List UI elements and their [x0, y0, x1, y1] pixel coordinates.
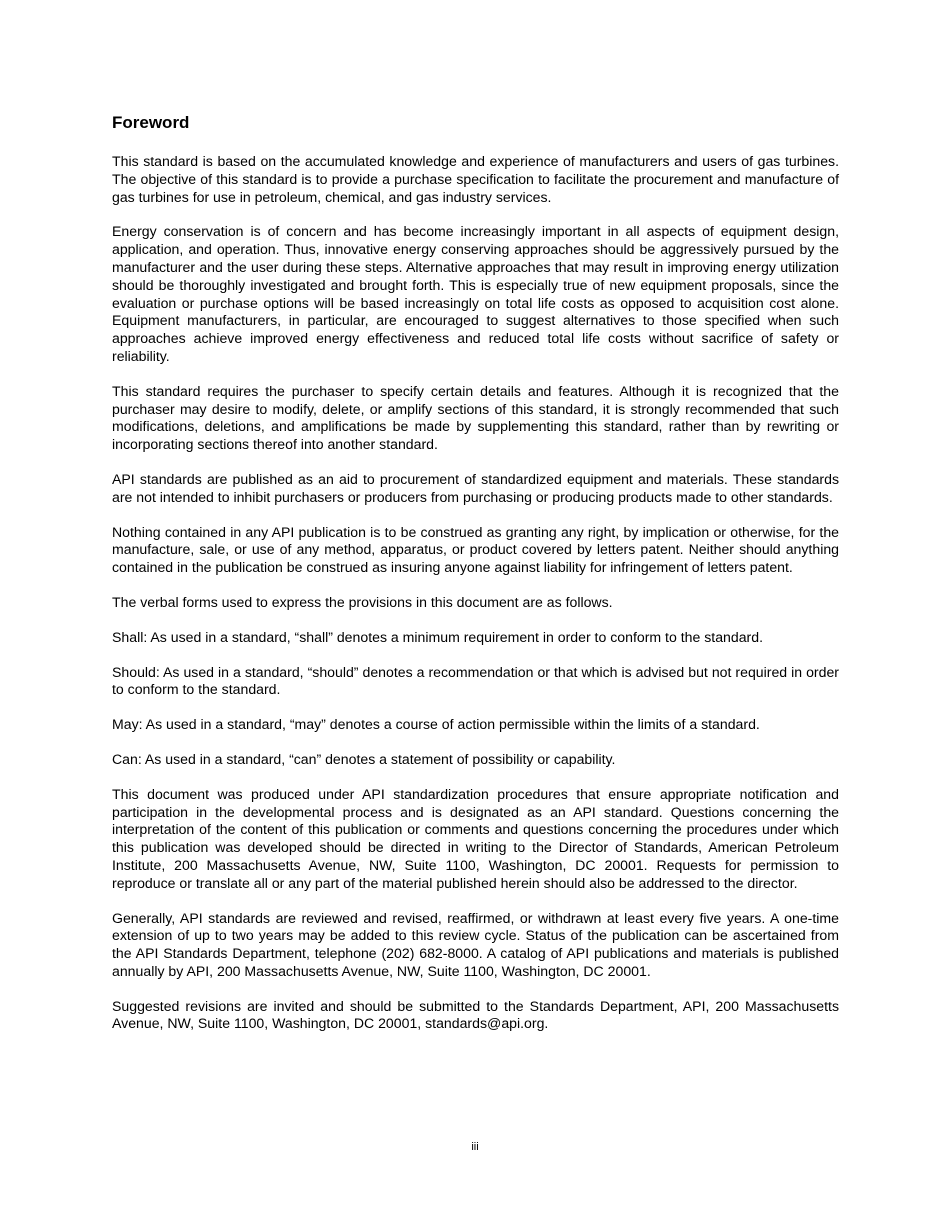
paragraph-energy-conservation: Energy conservation is of concern and has become increasingly important in all aspects of equipment design, application, and operation. Thus, innovative energy conserving approaches should be aggressively pursued by the manufacturer and the user during these steps. Alternative approaches that may result in improving energy utilization should be thoroughly investigated and brought forth. This is especially true of new equipment proposals, since the evaluation or purchase options will be based increasingly on total life costs as opposed to acquisition cost alone. Equipment manufacturers, in particular, are encouraged to suggest alternatives to those specified when such approaches achieve improved energy effectiveness and reduced total life costs without sacrifice of safety or reliability. [112, 223, 839, 364]
paragraph-may: May: As used in a standard, “may” denotes a course of action permissible within the limits of a standard. [112, 716, 760, 733]
paragraph-shall: Shall: As used in a standard, “shall” denotes a minimum requirement in order to conform to the standard. [112, 628, 763, 645]
paragraph-letters-patent: Nothing contained in any API publication is to be construed as granting any right, by implication or otherwise, for the manufacture, sale, or use of any method, apparatus, or product covered by letters patent. Neither should anything contained in the publication be construed as insuring anyone against liability for infringement of letters patent. [112, 523, 839, 576]
paragraph-verbal-forms: The verbal forms used to express the provisions in this document are as follows. [112, 593, 613, 610]
paragraph-basis: This standard is based on the accumulated knowledge and experience of manufacturers and users of gas turbines. The objective of this standard is to provide a purchase specification to facilitate the procurement and manufacture of gas turbines for use in petroleum, chemical, and gas industry services. [112, 153, 839, 205]
paragraph-review-cycle: Generally, API standards are reviewed and revised, reaffirmed, or withdrawn at least every five years. A one-time extension of up to two years may be added to this review cycle. Status of the publication can be ascertained from the API Standards Department, telephone (202) 682-8000. A catalog of API publications and materials is published annually by API, 200 Massachusetts Avenue, NW, Suite 1100, Washington, DC 20001. [112, 909, 839, 979]
paragraph-should: Should: As used in a standard, “should” denotes a recommendation or that which is advised but not required in order to conform to the standard. [112, 663, 839, 698]
paragraph-purchaser-details: This standard requires the purchaser to specify certain details and features. Although it is recognized that the purchaser may desire to modify, delete, or amplify sections of this standard, it is strongly recommended that such modifications, deletions, and amplifications be made by supplementing this standard, rather than by rewriting or incorporating sections thereof into another standard. [112, 382, 839, 453]
paragraph-suggested-revisions: Suggested revisions are invited and should be submitted to the Standards Department, API, 200 Massachusetts Avenue, NW, Suite 1100, Washington, DC 20001, standards@api.org. [112, 997, 839, 1032]
paragraph-api-standards-aid: API standards are published as an aid to procurement of standardized equipment and materials. These standards are not intended to inhibit purchasers or producers from purchasing or producing products made to other standards. [112, 470, 839, 505]
paragraph-can: Can: As used in a standard, “can” denotes a statement of possibility or capability. [112, 750, 616, 767]
paragraph-procedures: This document was produced under API standardization procedures that ensure appropriate notification and participation in the developmental process and is designated as an API standard. Questions concerning the interpretation of the content of this publication or comments and questions concerning the procedures under which this publication was developed should be directed in writing to the Director of Standards, American Petroleum Institute, 200 Massachusetts Avenue, NW, Suite 1100, Washington, DC 20001. Requests for permission to reproduce or translate all or any part of the material published herein should also be addressed to the director. [112, 785, 839, 891]
page-number: iii [471, 1141, 479, 1153]
page-title: Foreword [112, 113, 190, 132]
document-page [112, 112, 839, 1050]
